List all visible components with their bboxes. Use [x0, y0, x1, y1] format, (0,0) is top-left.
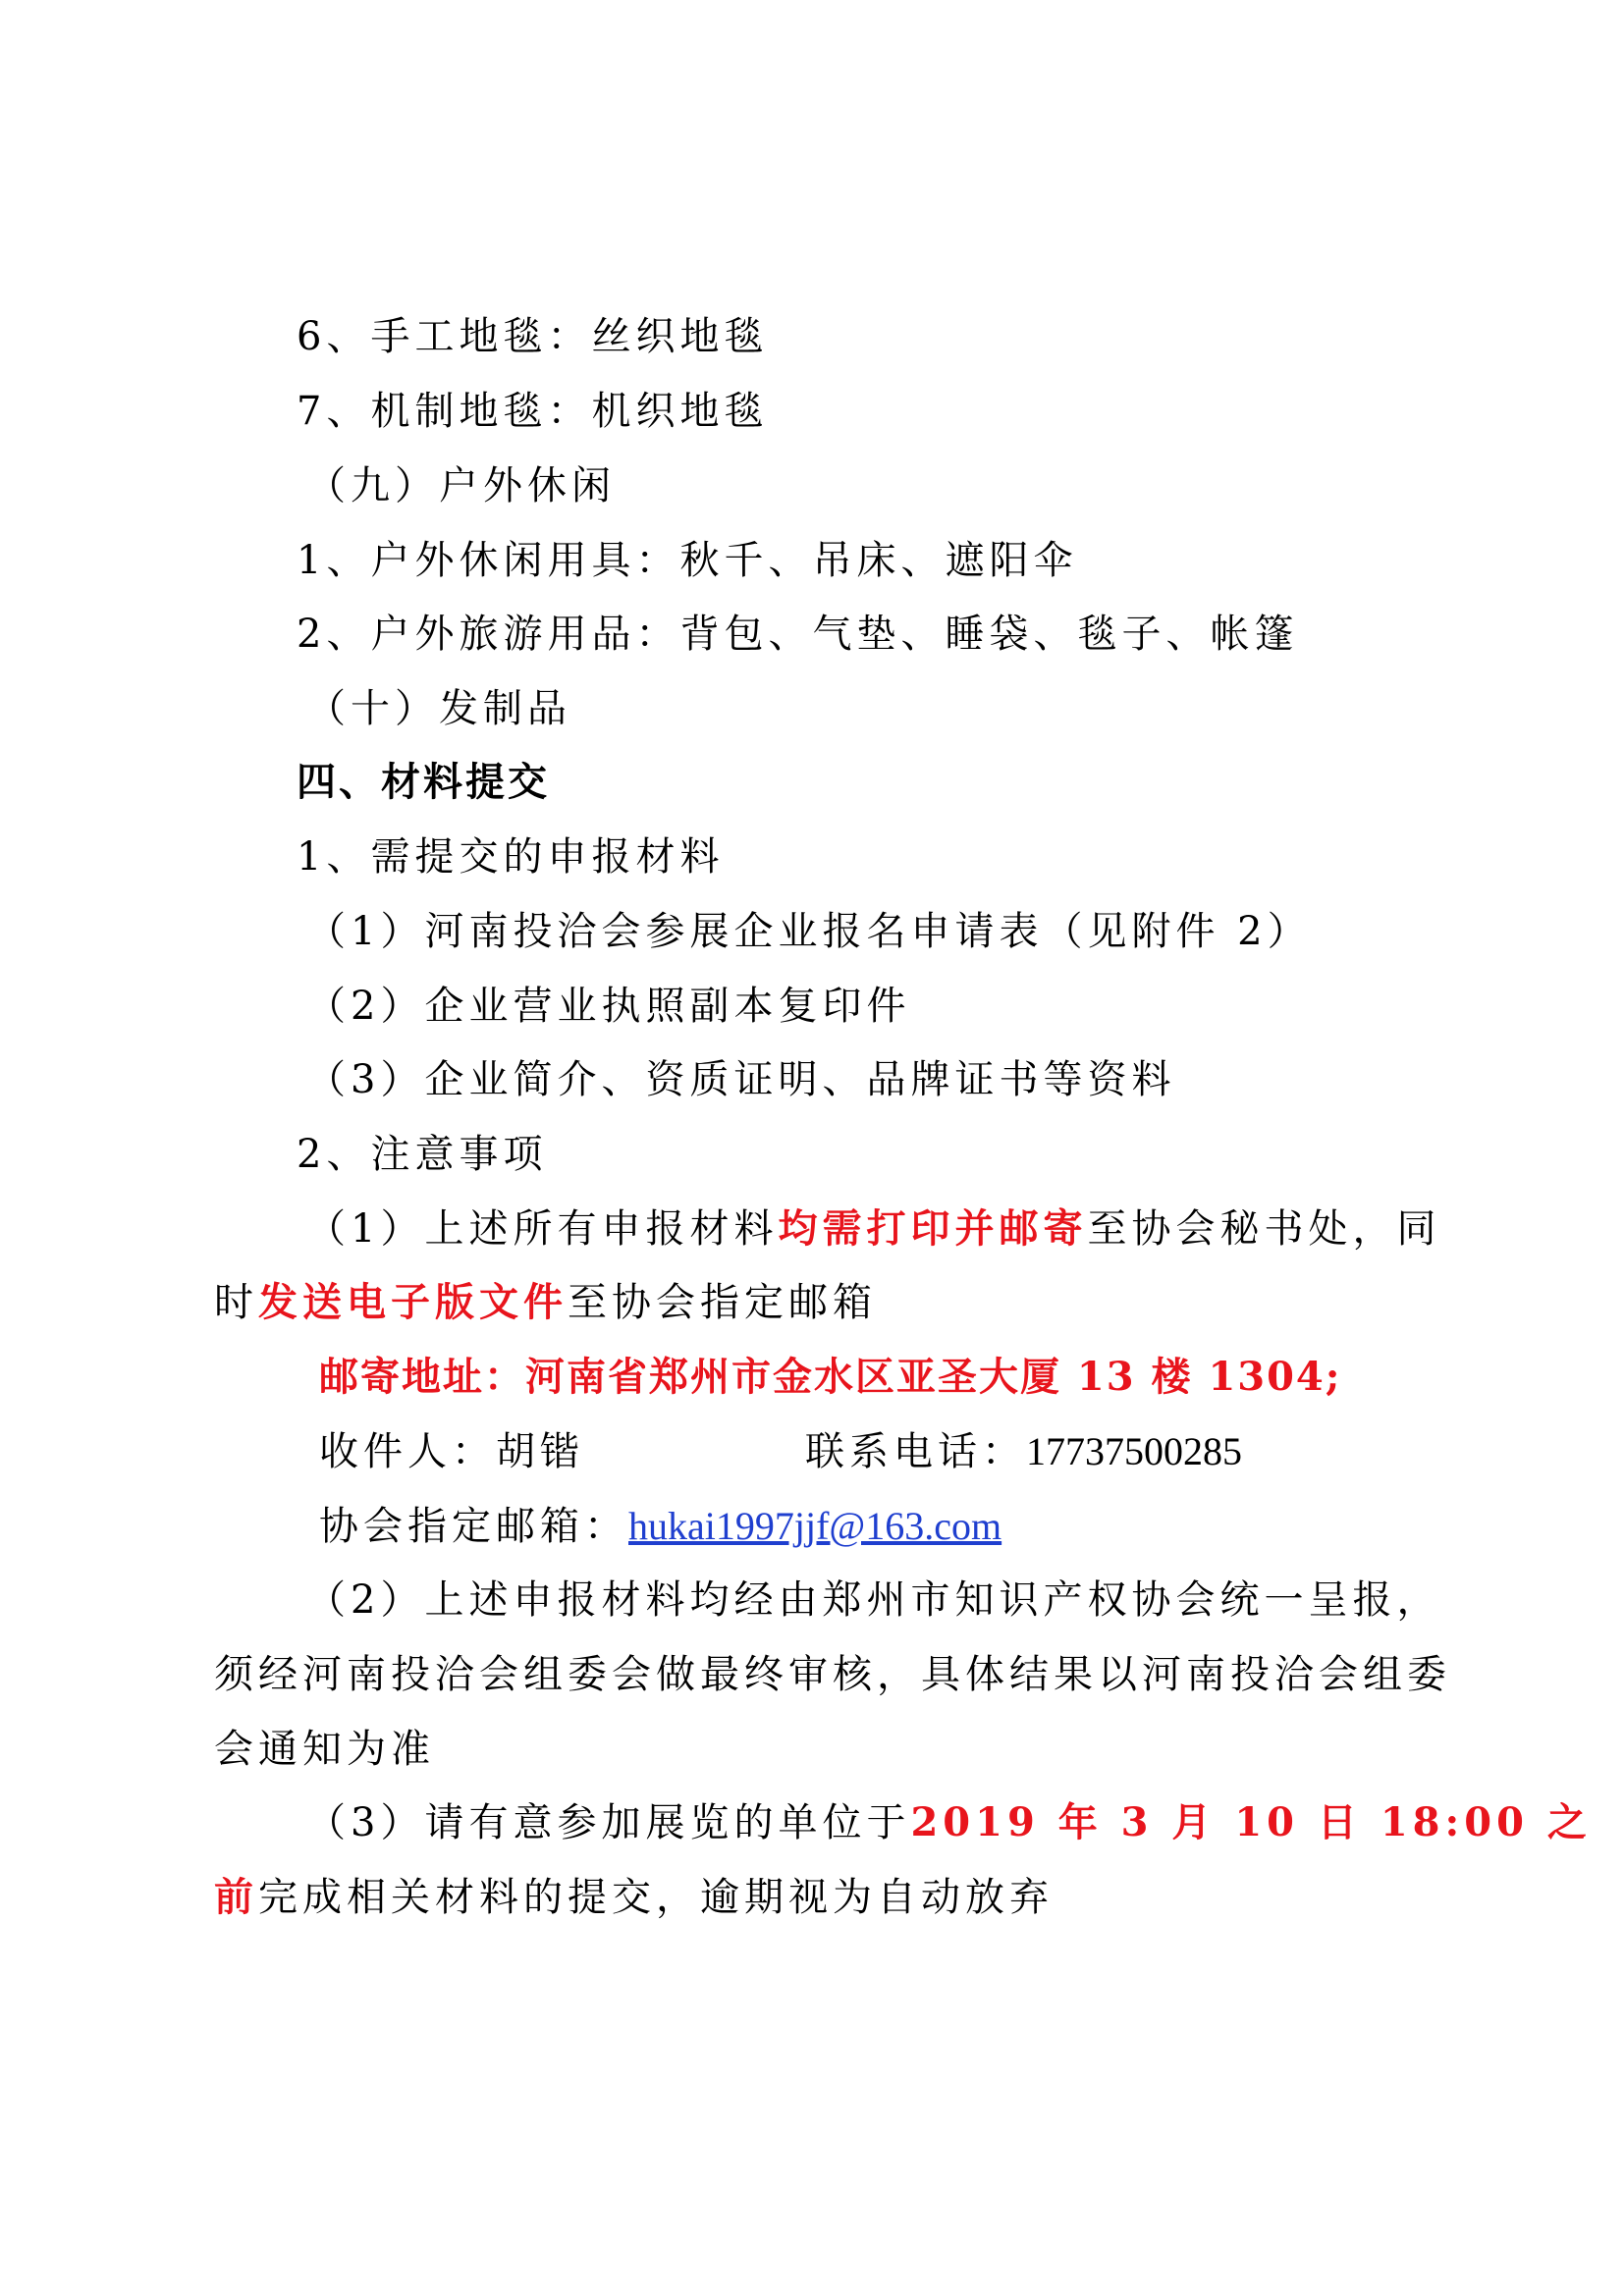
note-2-line-1: （2）上述申报材料均经由郑州市知识产权协会统一呈报， [306, 1577, 1441, 1623]
note-3-line-2 [214, 1873, 1054, 1922]
email-line [319, 1502, 1001, 1551]
section-9-item-2: 2、户外旅游用品：背包、气垫、睡袋、毯子、帐篷 [297, 612, 1299, 657]
note-3-deadline-end: 前 [214, 1874, 258, 1920]
phone-line [805, 1427, 1242, 1476]
note-2-line-3: 会通知为准 [214, 1727, 435, 1772]
note-3-line-1 [306, 1798, 1592, 1847]
section-10-title: （十）发制品 [306, 686, 571, 731]
note-1-red-text: 均需打印并邮寄 [778, 1205, 1088, 1252]
note-1-tail: 至协会秘书处，同 [1087, 1206, 1441, 1252]
sub1-item-3: （3）企业简介、资质证明、品牌证书等资料 [306, 1057, 1176, 1102]
note-1-line-2-red: 发送电子版文件 [258, 1279, 568, 1325]
item-machine-carpet: 7、机制地毯：机织地毯 [297, 389, 769, 434]
recipient-label: 收件人：胡锴 [319, 1429, 584, 1474]
note-1-line-2-start: 时 [214, 1280, 258, 1325]
section-9-item-1: 1、户外休闲用具：秋千、吊床、遮阳伞 [297, 538, 1078, 583]
phone-number: 17737500285 [1026, 1429, 1242, 1473]
note-3-tail: 完成相关材料的提交，逾期视为自动放弃 [258, 1875, 1054, 1920]
note-1-line-2-tail: 至协会指定邮箱 [568, 1280, 877, 1325]
sub1-item-2: （2）企业营业执照副本复印件 [306, 984, 911, 1029]
mail-address: 邮寄地址：河南省郑州市金水区亚圣大厦 13 楼 1304; [319, 1354, 1342, 1400]
section-9-title: （九）户外休闲 [306, 463, 616, 508]
sub1-item-1: （1）河南投洽会参展企业报名申请表（见附件 2） [306, 909, 1312, 954]
recipient-line [319, 1427, 584, 1476]
note-1-text: （1）上述所有申报材料 [306, 1206, 779, 1252]
note-1-line-2 [214, 1278, 877, 1327]
sub1-title: 1、需提交的申报材料 [297, 834, 725, 880]
note-3-text: （3）请有意参加展览的单位于 [306, 1800, 911, 1845]
item-handmade-carpet: 6、手工地毯：丝织地毯 [297, 314, 769, 359]
email-link[interactable]: hukai1997jjf@163.com [628, 1504, 1002, 1548]
note-2-line-2: 须经河南投洽会组委会做最终审核，具体结果以河南投洽会组委 [214, 1652, 1451, 1697]
sub2-title: 2、注意事项 [297, 1132, 548, 1177]
note-3-deadline: 2019 年 3 月 10 日 18:00 之 [910, 1799, 1592, 1845]
phone-label: 联系电话： [805, 1429, 1026, 1474]
note-1-line-1 [306, 1204, 1440, 1254]
email-label: 协会指定邮箱： [319, 1504, 628, 1549]
section-4-heading: 四、材料提交 [297, 759, 550, 805]
